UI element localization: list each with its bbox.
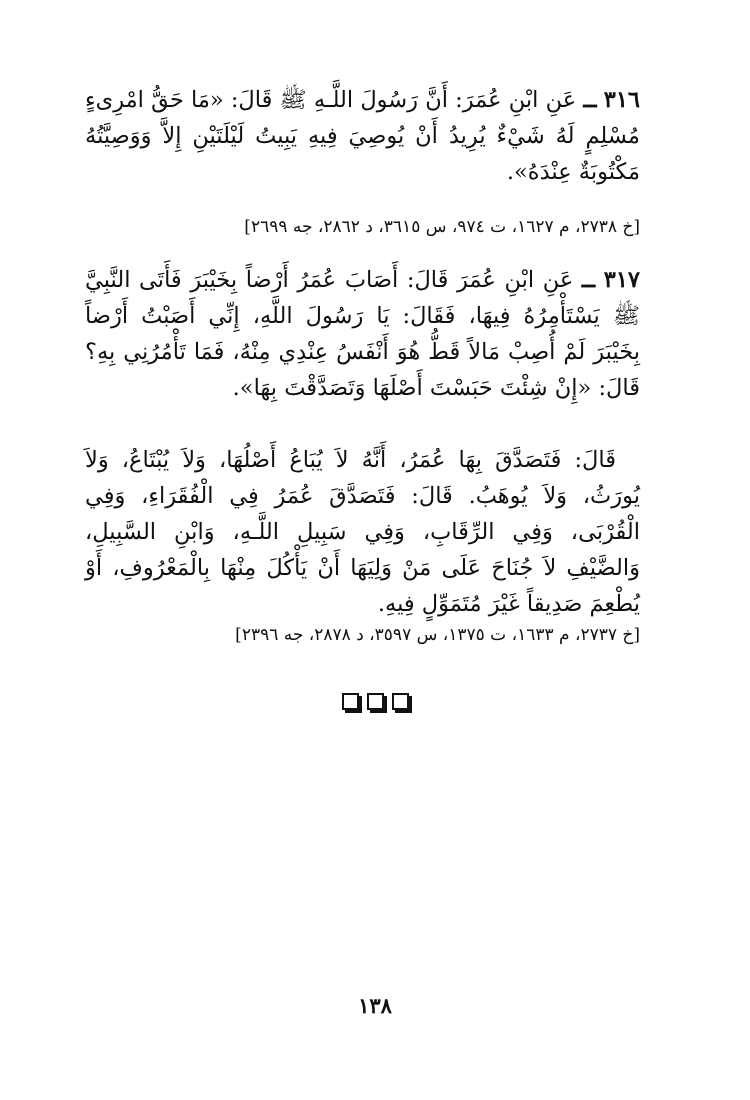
hadith-317-reference: [خ ٢٧٣٧، م ١٦٣٣، ت ١٣٧٥، س ٣٥٩٧، د ٢٨٧٨، جه ٢٣٩٦] [235,625,640,645]
square-ornament-icon [342,693,359,710]
hadith-316 [85,82,640,190]
square-ornament-icon [392,693,409,710]
hadith-316-separator: ــ [583,87,597,113]
hadith-317-continuation [85,442,640,622]
hadith-316-paragraph [85,82,640,190]
hadith-317 [85,262,640,406]
page-number: ١٣٨ [358,993,392,1018]
square-ornament-icon [367,693,384,710]
hadith-316-text: عَنِ ابْنِ عُمَرَ: أَنَّ رَسُولَ اللَّـهِ ﷺ قَالَ: «مَا حَقُّ امْرِىءٍ مُسْلِمٍ لَهُ شَيْءٌ يُرِيدُ أَنْ يُوصِيَ فِيهِ يَبِيتُ لَيْلَتَيْنِ إِلاَّ وَوَصِيَّتُهُ مَكْتُوبَةٌ عِنْدَهُ». [85,87,640,185]
hadith-317-paragraph [85,262,640,406]
hadith-317-continuation-text: قَالَ: فَتَصَدَّقَ بِهَا عُمَرُ، أَنَّهُ لاَ يُبَاعُ أَصْلُهَا، وَلاَ يُبْتَاعُ، وَلاَ يُورَثُ، وَلاَ يُوهَبُ. قَالَ: فَتَصَدَّقَ عُمَرُ فِي الْفُقَرَاءِ، وَفِي الْقُرْبَى، وَفِي الرِّقَابِ، وَفِي سَبِيلِ اللَّـهِ، وَابْنِ السَّبِيلِ، وَالضَّيْفِ لاَ جُنَاحَ عَلَى مَنْ وَلِيَهَا أَنْ يَأْكُلَ مِنْهَا بِالْمَعْرُوفِ، أَوْ يُطْعِمَ صَدِيقاً غَيْرَ مُتَمَوِّلٍ فِيهِ. [85,447,640,617]
hadith-316-number: ٣١٦ [603,87,641,113]
hadith-317-number: ٣١٧ [603,267,640,293]
section-end-ornament [0,693,750,710]
hadith-317-text: عَنِ ابْنِ عُمَرَ قَالَ: أَصَابَ عُمَرُ أَرْضاً بِخَيْبَرَ فَأَتَى النَّبِيَّ ﷺ يَسْتَأْمِرُهُ فِيهَا، فَقَالَ: يَا رَسُولَ اللَّهِ، إِنِّي أَصَبْتُ أَرْضاً بِخَيْبَرَ لَمْ أُصِبْ مَالاً قَطُّ هُوَ أَنْفَسُ عِنْدِي مِنْهُ، فَمَا تَأْمُرُنِي بِهِ؟ قَالَ: «إِنْ شِئْتَ حَبَسْتَ أَصْلَهَا وَتَصَدَّقْتَ بِهَا». [85,267,640,401]
hadith-317-separator: ــ [581,267,596,293]
hadith-316-reference: [خ ٢٧٣٨، م ١٦٢٧، ت ٩٧٤، س ٣٦١٥، د ٢٨٦٢، جه ٢٦٩٩] [244,217,640,237]
